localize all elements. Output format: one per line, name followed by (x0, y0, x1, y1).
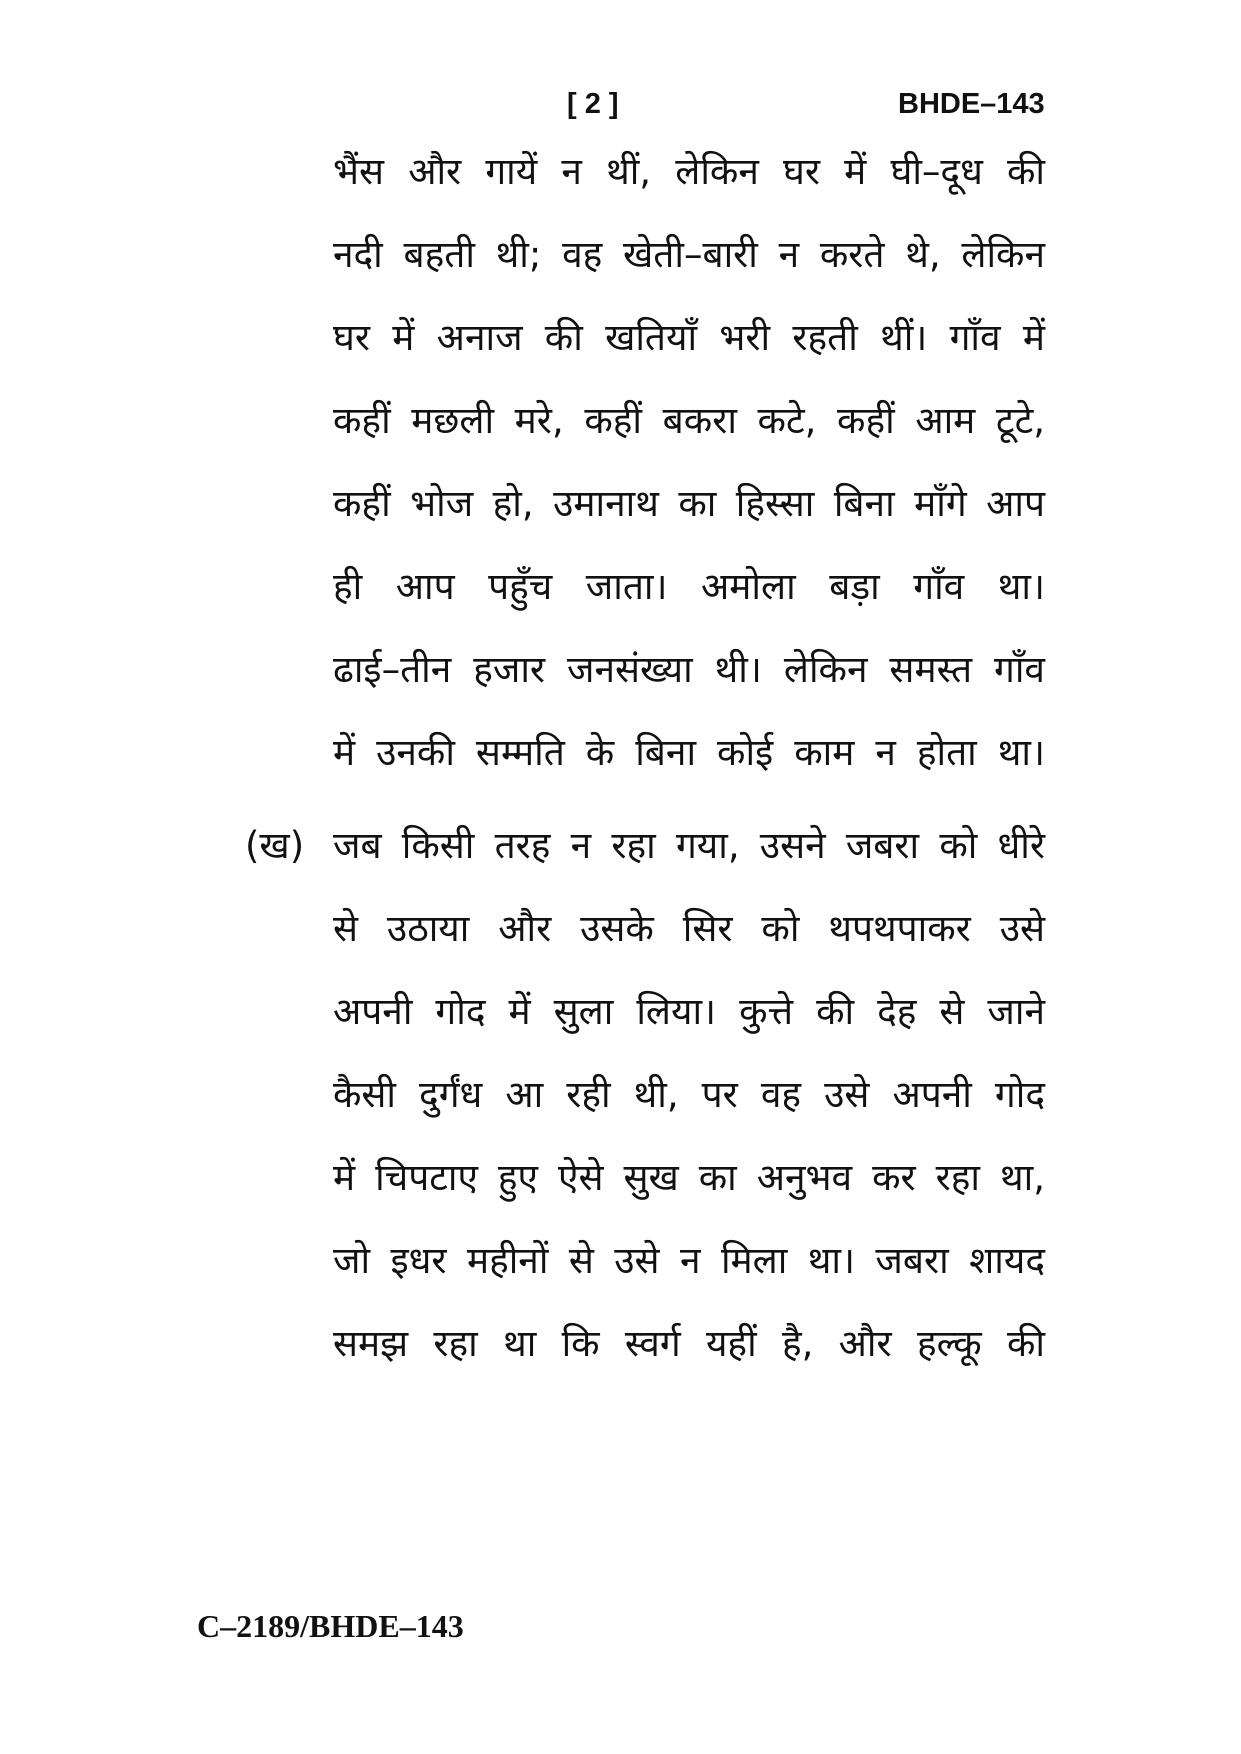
paper-code: BHDE–143 (898, 88, 1045, 120)
text-line: अपनी गोद में सुला लिया। कुत्ते की देह से जाने (333, 990, 1045, 1033)
text-line: में उनकी सम्मति के बिना कोई काम न होता था। (333, 731, 1045, 774)
text-line: ढाई–तीन हजार जनसंख्या थी। लेकिन समस्त गाँव (333, 648, 1045, 691)
text-line: कहीं मछली मरे, कहीं बकरा कटे, कहीं आम टूटे, (333, 399, 1045, 442)
text-line: से उठाया और उसके सिर को थपथपाकर उसे (333, 907, 1045, 950)
text-line: भैंस और गायें न थीं, लेकिन घर में घी–दूध की (333, 150, 1045, 193)
text-line: ही आप पहुँच जाता। अमोला बड़ा गाँव था। (333, 565, 1045, 608)
text-line: कहीं भोज हो, उमानाथ का हिस्सा बिना माँगे आप (333, 482, 1045, 525)
text-line: कैसी दुर्गंध आ रही थी, पर वह उसे अपनी गोद (333, 1073, 1045, 1116)
text-line: समझ रहा था कि स्वर्ग यहीं है, और हल्कू की (333, 1322, 1045, 1365)
question-marker: (ख) (245, 824, 305, 867)
text-line: में चिपटाए हुए ऐसे सुख का अनुभव कर रहा था, (333, 1156, 1045, 1199)
text-line: जब किसी तरह न रहा गया, उसने जबरा को धीरे (333, 824, 1045, 867)
footer-code: C–2189/BHDE–143 (197, 1608, 464, 1644)
text-line: घर में अनाज की खतियाँ भरी रहती थीं। गाँव में (333, 316, 1045, 359)
page-number: [ 2 ] (567, 88, 619, 120)
text-line: नदी बहती थी; वह खेती–बारी न करते थे, लेकिन (333, 233, 1045, 276)
text-line: जो इधर महीनों से उसे न मिला था। जबरा शायद (333, 1239, 1045, 1282)
